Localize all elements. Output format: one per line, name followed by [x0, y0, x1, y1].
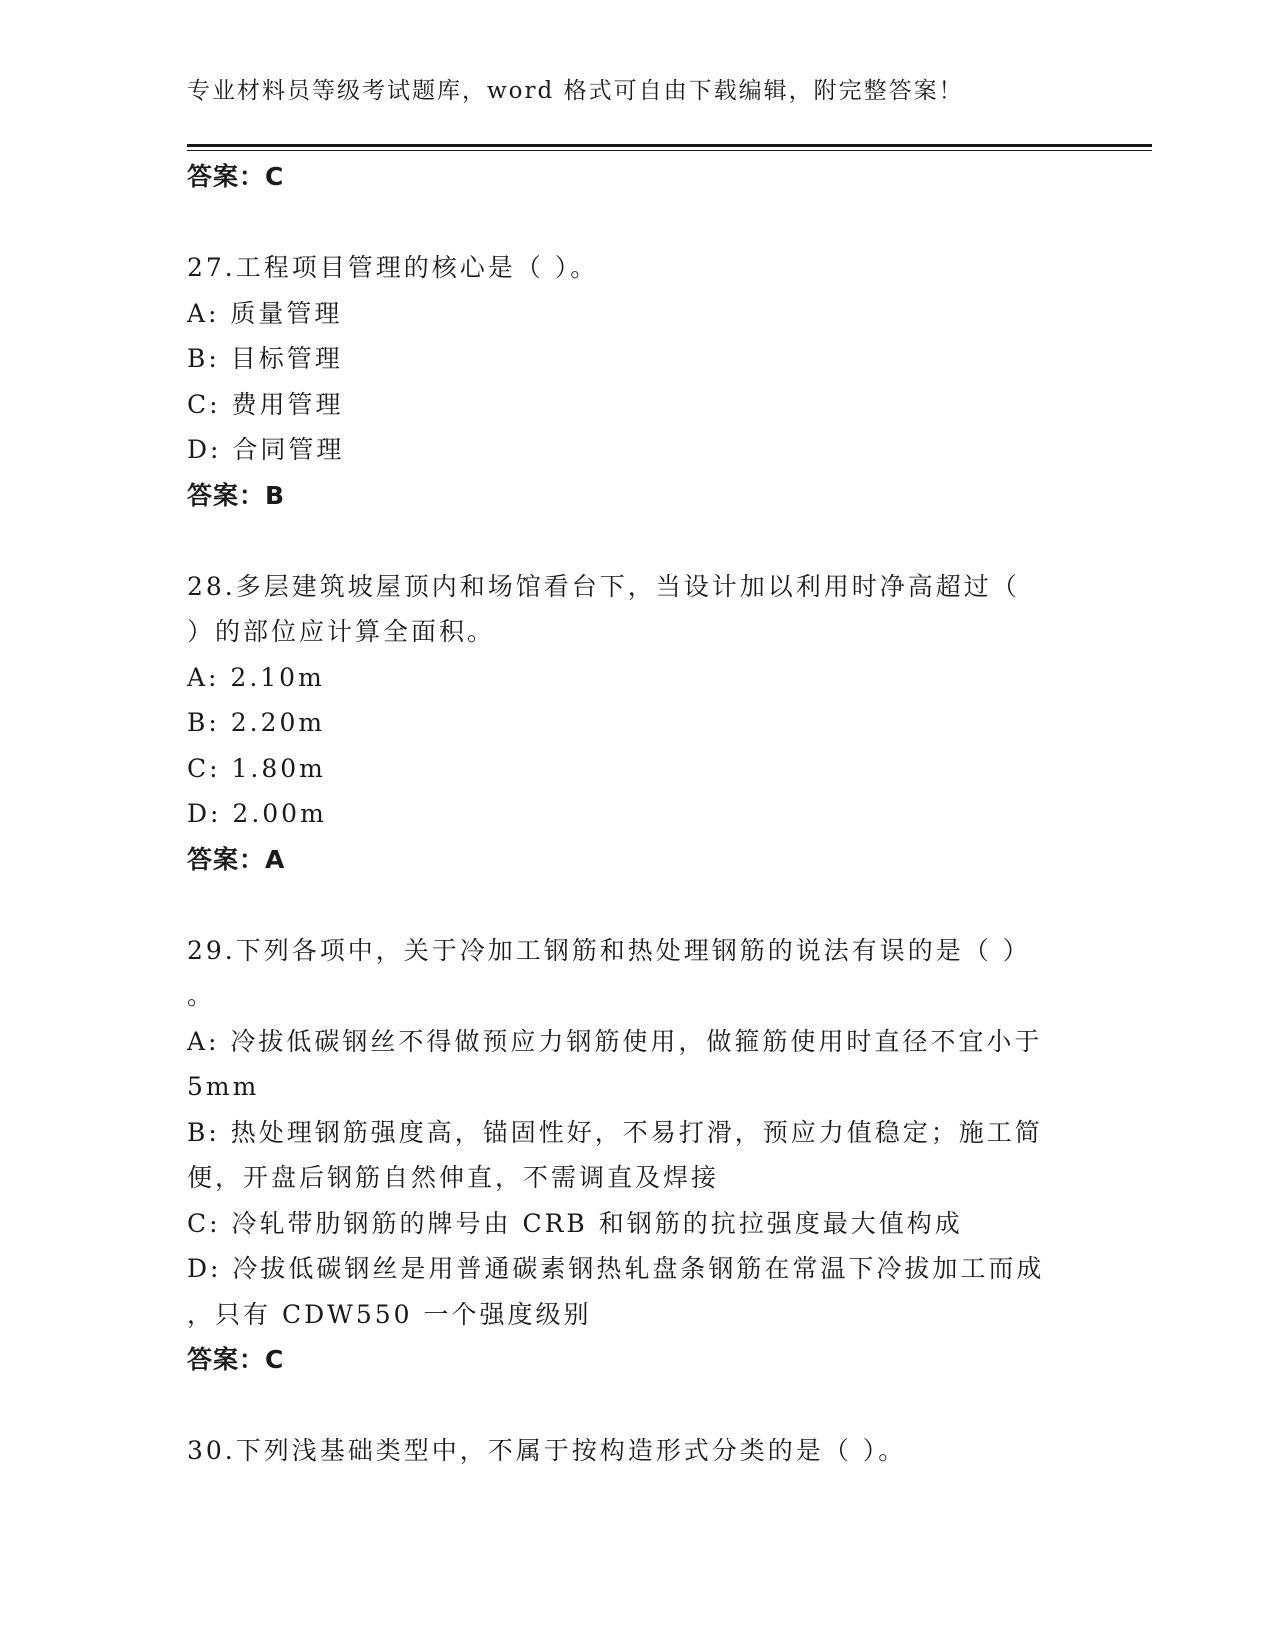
option-c: C: 费用管理	[187, 389, 344, 419]
option-d: ，只有 CDW550 一个强度级别	[187, 1299, 592, 1329]
option-a: A: 冷拔低碳钢丝不得做预应力钢筋使用，做箍筋使用时直径不宜小于	[187, 1026, 1043, 1056]
question-block	[187, 1428, 1087, 1474]
question-spacer	[187, 882, 1087, 928]
page-header: 专业材料员等级考试题库，word 格式可自由下载编辑，附完整答案！	[187, 78, 964, 104]
question-spacer	[187, 518, 1087, 564]
question-text: 。	[187, 981, 216, 1010]
answer-label: 答案：C	[187, 1345, 285, 1374]
option-a: 5mm	[187, 1072, 260, 1101]
question-block	[187, 245, 1087, 518]
question-text: 28.多层建筑坡屋顶内和场馆看台下，当设计加以利用时净高超过（	[187, 571, 1020, 601]
question-text: ）的部位应计算全面积。	[187, 617, 496, 646]
question-list	[187, 200, 1087, 1474]
previous-answer: 答案：C	[187, 162, 285, 191]
option-b: B: 2.20m	[187, 708, 326, 737]
header-rule-thick	[187, 144, 1152, 147]
option-d: D: 合同管理	[187, 435, 345, 464]
option-b: 便，开盘后钢筋自然伸直，不需调直及焊接	[187, 1163, 720, 1192]
option-a: A: 质量管理	[187, 298, 343, 328]
question-spacer	[187, 1383, 1087, 1429]
option-d: D: 2.00m	[187, 799, 327, 828]
question-block	[187, 564, 1087, 883]
question-content	[187, 154, 1087, 1474]
question-text: 29.下列各项中，关于冷加工钢筋和热处理钢筋的说法有误的是（ ）	[187, 935, 1031, 965]
header-rule-thin	[187, 150, 1152, 151]
question-block	[187, 928, 1087, 1383]
option-b: B: 目标管理	[187, 344, 343, 373]
option-c: C: 1.80m	[187, 753, 326, 783]
answer-label: 答案：B	[187, 480, 286, 510]
option-c: C: 冷轧带肋钢筋的牌号由 CRB 和钢筋的抗拉强度最大值构成	[187, 1208, 963, 1238]
option-b: B: 热处理钢筋强度高，锚固性好，不易打滑，预应力值稳定；施工简	[187, 1117, 1043, 1147]
question-spacer	[187, 200, 1087, 246]
option-d: D: 冷拔低碳钢丝是用普通碳素钢热轧盘条钢筋在常温下冷拔加工而成	[187, 1254, 1045, 1283]
question-text: 30.下列浅基础类型中，不属于按构造形式分类的是（ ）。	[187, 1436, 907, 1465]
question-text: 27.工程项目管理的核心是（ ）。	[187, 253, 599, 282]
option-a: A: 2.10m	[187, 662, 325, 692]
answer-label: 答案：A	[187, 844, 286, 874]
